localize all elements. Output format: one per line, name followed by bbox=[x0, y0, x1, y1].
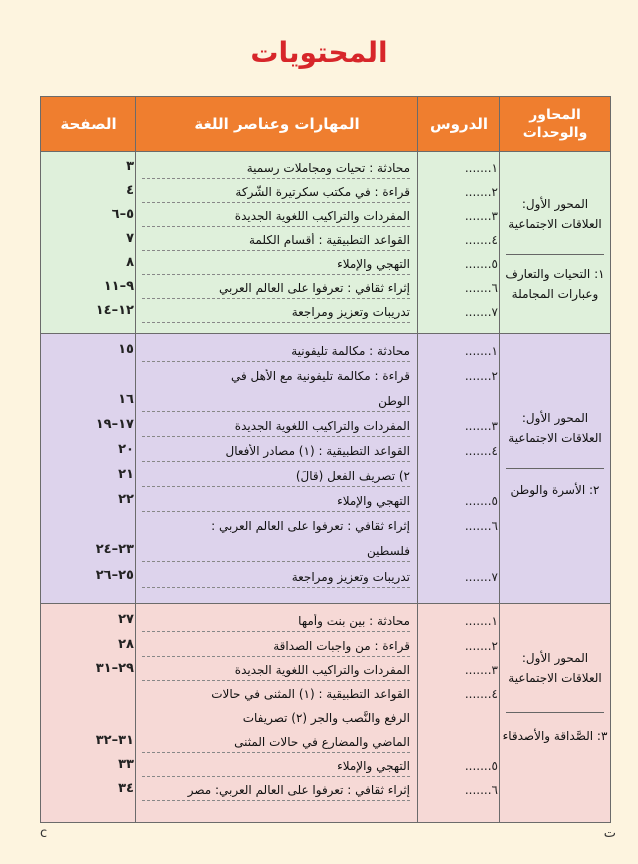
header-axes: المحاور والوحدات bbox=[522, 107, 588, 141]
page-number: ٢٩–٣١ bbox=[95, 661, 134, 676]
skill-text: التهجي والإملاء bbox=[142, 494, 410, 512]
skill-text: الوطن bbox=[142, 394, 410, 412]
lesson-number: ٢....... bbox=[464, 185, 498, 199]
table-row bbox=[41, 757, 610, 779]
lesson-number: ٣....... bbox=[464, 663, 498, 677]
lesson-number: ٥....... bbox=[464, 759, 498, 773]
skill-text: القواعد التطبيقية : (١) مصادر الأفعال bbox=[142, 444, 410, 462]
lesson-number: ٢....... bbox=[464, 369, 498, 383]
skill-text: التهجي والإملاء bbox=[142, 759, 410, 777]
skill-text: تدريبات وتعزيز ومراجعة bbox=[142, 570, 410, 588]
page-number: ٥–٦ bbox=[111, 207, 134, 222]
table-row bbox=[41, 159, 610, 181]
table-row bbox=[41, 367, 610, 389]
table-row bbox=[41, 467, 610, 489]
skill-text: الماضي والمضارع في حالات المثنى bbox=[142, 735, 410, 753]
page-number: ٤ bbox=[126, 183, 134, 198]
page-number: ٣١–٣٢ bbox=[95, 733, 134, 748]
section-unit-2 bbox=[41, 334, 610, 604]
table-row bbox=[41, 733, 610, 755]
skill-text: القواعد التطبيقية : أقسام الكلمة bbox=[142, 233, 410, 251]
unit-title: ٢: الأسرة والوطن bbox=[510, 483, 600, 497]
page-number: ٣٤ bbox=[118, 781, 134, 796]
table-row bbox=[41, 442, 610, 464]
lesson-number: ٦....... bbox=[464, 519, 498, 533]
table-row bbox=[41, 231, 610, 253]
skill-text: محادثة : تحيات ومجاملات رسمية bbox=[142, 161, 410, 179]
table-row bbox=[41, 517, 610, 539]
skill-text: المفردات والتراكيب اللغوية الجديدة bbox=[142, 419, 410, 437]
skill-text: قراءة : مكالمة تليفونية مع الأهل في bbox=[230, 369, 410, 383]
page-number: ٣ bbox=[126, 159, 134, 174]
table-header bbox=[41, 97, 610, 152]
page-number: ٨ bbox=[126, 255, 134, 270]
page-number: ٢١ bbox=[118, 467, 134, 482]
lesson-number: ١....... bbox=[464, 344, 498, 358]
skill-text: المفردات والتراكيب اللغوية الجديدة bbox=[142, 663, 410, 681]
page-number: ٢٧ bbox=[118, 612, 134, 627]
lesson-number: ٣....... bbox=[464, 419, 498, 433]
skill-text: إثراء ثقافي : تعرفوا على العالم العربي : bbox=[211, 519, 410, 533]
table-row bbox=[41, 709, 610, 731]
contents-table bbox=[40, 96, 611, 823]
skill-text: فلسطين bbox=[142, 544, 410, 562]
lesson-number: ٦....... bbox=[464, 783, 498, 797]
skill-text: محادثة : مكالمة تليفونية bbox=[142, 344, 410, 362]
skill-text: قراءة : من واجبات الصداقة bbox=[142, 639, 410, 657]
skill-text: تدريبات وتعزيز ومراجعة bbox=[142, 305, 410, 323]
axis-title: المحور الأول: العلاقات الاجتماعية bbox=[508, 197, 602, 231]
lesson-number: ٧....... bbox=[464, 305, 498, 319]
skill-text: التهجي والإملاء bbox=[142, 257, 410, 275]
skill-text: محادثة : بين بنت وأمها bbox=[142, 614, 410, 632]
axis-title: المحور الأول: العلاقات الاجتماعية bbox=[508, 411, 602, 445]
table-row bbox=[41, 568, 610, 590]
lesson-number: ٢....... bbox=[464, 639, 498, 653]
skill-text: إثراء ثقافي : تعرفوا على العالم العربي: مصر bbox=[142, 783, 410, 801]
page-number: ٧ bbox=[126, 231, 134, 246]
skill-text: الرفع والنَّصب والجر (٢) تصريفات bbox=[242, 711, 410, 725]
page-number: ٢٥–٢٦ bbox=[95, 568, 134, 583]
skill-text: ٢) تصريف الفعل (قالَ) bbox=[142, 469, 410, 487]
page-number: ١٧–١٩ bbox=[95, 417, 134, 432]
table-row bbox=[41, 303, 610, 325]
table-row bbox=[41, 492, 610, 514]
lesson-number: ٥....... bbox=[464, 257, 498, 271]
lesson-number: ٧....... bbox=[464, 570, 498, 584]
header-page: الصفحة bbox=[60, 115, 117, 133]
lesson-number: ٤....... bbox=[464, 687, 498, 701]
skill-text: القواعد التطبيقية : (١) المثنى في حالات bbox=[211, 687, 410, 701]
table-row bbox=[41, 417, 610, 439]
page-number: ٢٢ bbox=[118, 492, 134, 507]
header-skills: المهارات وعناصر اللغة bbox=[194, 115, 360, 133]
page-number: ٢٠ bbox=[118, 442, 134, 457]
table-row bbox=[41, 207, 610, 229]
axis-title: المحور الأول: العلاقات الاجتماعية bbox=[508, 651, 602, 685]
page-title: المحتويات bbox=[250, 36, 388, 69]
table-row bbox=[41, 255, 610, 277]
page-number: ١٦ bbox=[118, 392, 134, 407]
table-row bbox=[41, 542, 610, 564]
table-row bbox=[41, 279, 610, 301]
page-number: ١٢–١٤ bbox=[95, 303, 134, 318]
page-number: ٩–١١ bbox=[103, 279, 134, 294]
table-row bbox=[41, 612, 610, 634]
skill-text: قراءة : في مكتب سكرتيرة الشَّركة bbox=[142, 185, 410, 203]
lesson-number: ٤....... bbox=[464, 233, 498, 247]
lesson-number: ١....... bbox=[464, 614, 498, 628]
page-number: ٣٣ bbox=[118, 757, 134, 772]
table-row bbox=[41, 685, 610, 707]
table-row bbox=[41, 661, 610, 683]
page-number: ٢٣–٢٤ bbox=[95, 542, 134, 557]
lesson-number: ٣....... bbox=[464, 209, 498, 223]
header-lessons: الدروس bbox=[429, 115, 489, 133]
lesson-number: ٤....... bbox=[464, 444, 498, 458]
section-unit-1 bbox=[41, 152, 610, 334]
lesson-number: ٦....... bbox=[464, 281, 498, 295]
skill-text: إثراء ثقافي : تعرفوا على العالم العربي bbox=[142, 281, 410, 299]
footer-right-letter: ت bbox=[603, 826, 616, 841]
table-row bbox=[41, 342, 610, 364]
page-number: ١٥ bbox=[118, 342, 134, 357]
table-row bbox=[41, 781, 610, 803]
skill-text: المفردات والتراكيب اللغوية الجديدة bbox=[142, 209, 410, 227]
page-number: ٢٨ bbox=[118, 637, 134, 652]
table-row bbox=[41, 637, 610, 659]
lesson-number: ١....... bbox=[464, 161, 498, 175]
section-unit-3 bbox=[41, 604, 610, 822]
footer-left-letter: c bbox=[40, 826, 48, 841]
unit-title: ٣: الصَّداقة والأصدقاء bbox=[502, 729, 608, 743]
table-row bbox=[41, 183, 610, 205]
unit-title: ١: التحيات والتعارف وعبارات المجاملة bbox=[505, 267, 605, 301]
lesson-number: ٥....... bbox=[464, 494, 498, 508]
table-row bbox=[41, 392, 610, 414]
